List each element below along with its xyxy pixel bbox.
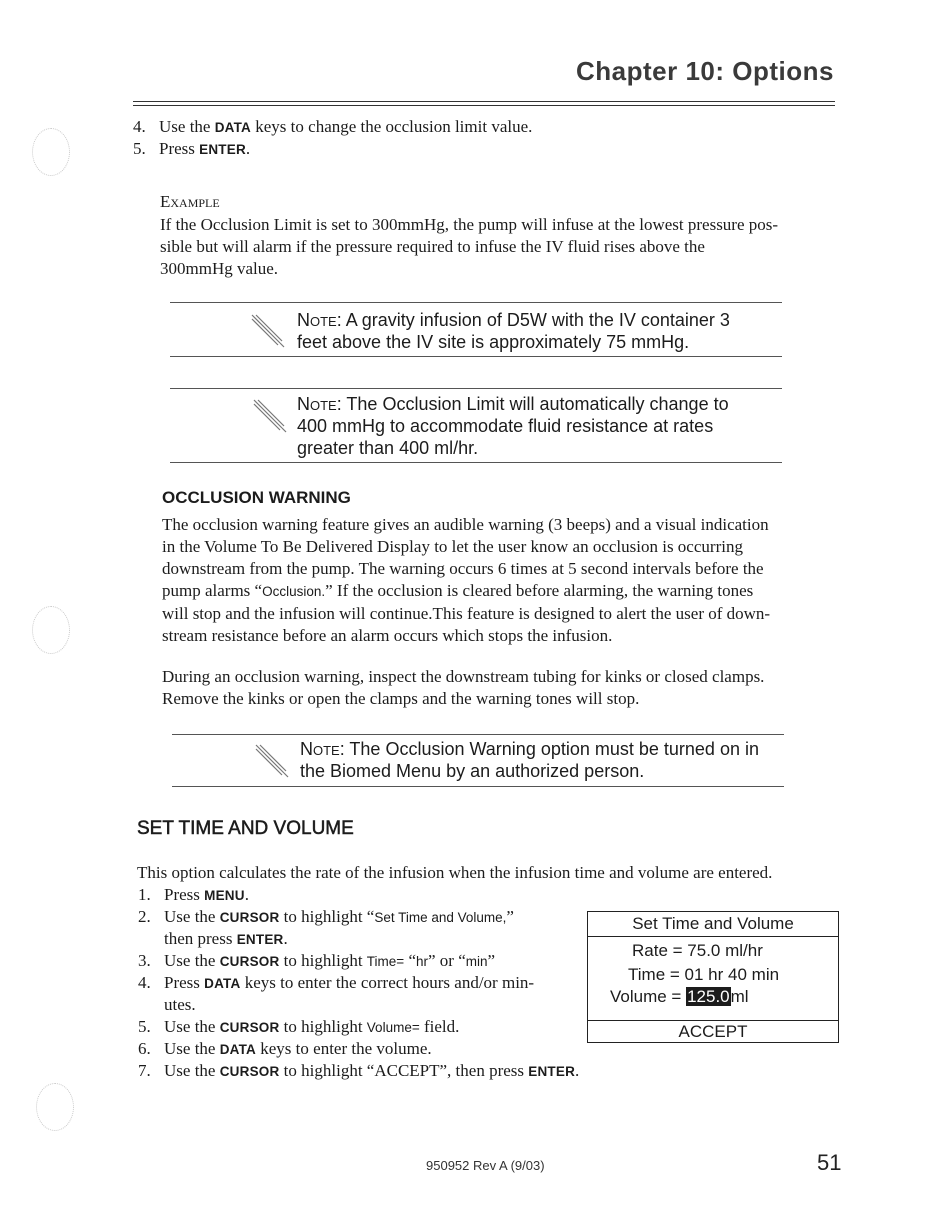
note-1-text: Note: A gravity infusion of D5W with the IV container 3 feet above the IV site is approximately 75 mmHg.	[297, 310, 730, 352]
pencil-icon	[252, 398, 288, 434]
list-item: 6. Use the DATA keys to enter the volume.	[138, 1039, 432, 1058]
list-item: 4. Use the DATA keys to change the occlusion limit value.	[133, 117, 533, 136]
list-item: 3. Use the CURSOR to highlight Time= “hr” or “min”	[138, 951, 496, 970]
header-rule-1	[133, 101, 835, 102]
note-rule-bottom	[170, 462, 782, 463]
example-label: Example	[160, 192, 220, 211]
header-rule-2	[133, 105, 835, 106]
display-rate-value: 75.0	[687, 941, 721, 960]
note-rule-bottom	[172, 786, 784, 787]
note-rule-top	[170, 302, 782, 303]
binder-hole-bottom	[36, 1083, 74, 1131]
note-rule-top	[172, 734, 784, 735]
list-item: 7. Use the CURSOR to highlight “ACCEPT”, then press ENTER.	[138, 1061, 580, 1080]
pencil-icon	[250, 313, 286, 349]
occlusion-warning-heading: OCCLUSION WARNING	[162, 488, 351, 507]
display-time-hr: 01	[684, 965, 704, 984]
binder-hole-middle	[32, 606, 70, 654]
list-item: 5. Press ENTER.	[133, 139, 251, 158]
list-item: 4. Press DATA keys to enter the correct hours and/or min- utes.	[138, 973, 535, 1014]
footer-doc-number: 950952 Rev A (9/03)	[426, 1158, 545, 1173]
example-paragraph: If the Occlusion Limit is set to 300mmHg, the pump will infuse at the lowest pressure pos- sible but will alarm if the pressure required to infuse the IV fluid rises above the 300mmHg value.	[160, 215, 779, 278]
display-time-line: Time = 01 hr 40 min	[628, 965, 780, 984]
note-rule-top	[170, 388, 782, 389]
display-title: Set Time and Volume	[588, 912, 838, 937]
pencil-icon	[254, 743, 290, 779]
display-volume-value-highlighted: 125.0	[687, 987, 730, 1006]
occlusion-warning-paragraph-1: The occlusion warning feature gives an audible warning (3 beeps) and a visual indication in the Volume To Be Delivered Display to let the user know an occlusion is occurring downstream from the pump. The warning occurs 6 times at 5 second intervals before the pump alarms “Occlusion.” If the occlusion is cleared before alarming, the warning tones will stop and the infusion will continue.This feature is designed to alert the user of down- stream resistance before an alarm occurs which stops the infusion.	[162, 515, 771, 645]
note-rule-bottom	[170, 356, 782, 357]
occlusion-warning-paragraph-2: During an occlusion warning, inspect the downstream tubing for kinks or closed clamps. Remove the kinks or open the clamps and the warning tones will stop.	[162, 667, 765, 708]
display-time-min: 40	[728, 965, 747, 984]
display-rate-line: Rate = 75.0 ml/hr	[632, 941, 763, 960]
list-item: 1. Press MENU.	[138, 885, 249, 904]
display-accept-option: ACCEPT	[588, 1020, 838, 1043]
display-volume-line: Volume = 125.0ml	[610, 987, 749, 1006]
note-2-text: Note: The Occlusion Limit will automatically change to 400 mmHg to accommodate fluid resistance at rates greater than 400 ml/hr.	[297, 394, 729, 458]
list-item: 2. Use the CURSOR to highlight “Set Time and Volume,” then press ENTER.	[138, 907, 514, 948]
pump-display-screen	[587, 911, 839, 1043]
chapter-title: Chapter 10: Options	[576, 56, 834, 86]
list-item: 5. Use the CURSOR to highlight Volume= field.	[138, 1017, 460, 1036]
set-time-volume-heading: SET TIME AND VOLUME	[137, 818, 354, 839]
page-number: 51	[817, 1150, 842, 1175]
binder-hole-top	[32, 128, 70, 176]
set-time-volume-intro: This option calculates the rate of the infusion when the infusion time and volume are entered.	[137, 863, 773, 882]
note-3-text: Note: The Occlusion Warning option must be turned on in the Biomed Menu by an authorized person.	[300, 739, 759, 781]
